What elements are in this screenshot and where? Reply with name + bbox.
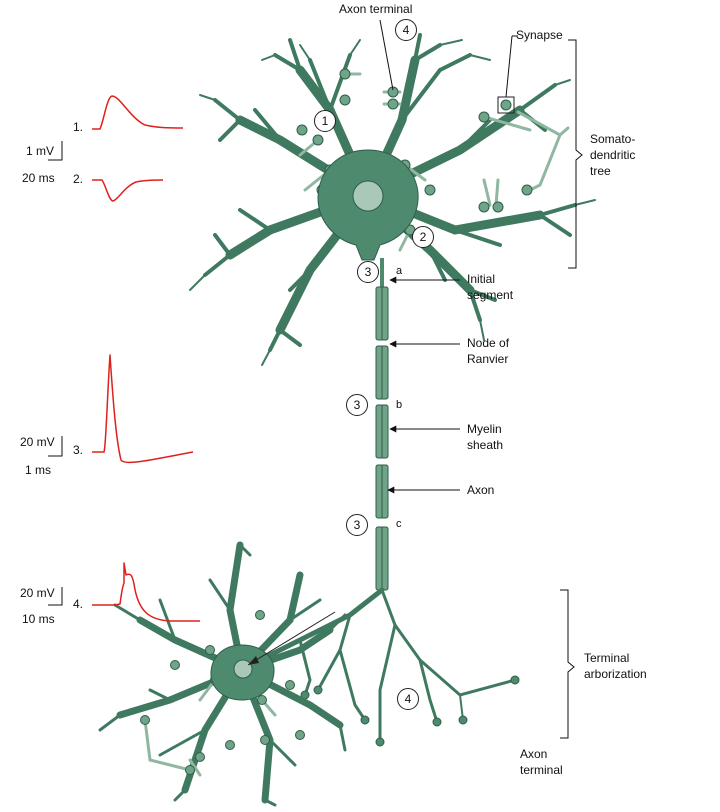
scale-label-20mv-term: 20 mV [20, 586, 55, 600]
marker-3c: 3 [346, 514, 368, 536]
scale-label-20ms: 20 ms [22, 171, 55, 185]
label-terminal-arborization-line-1: Terminal [584, 651, 630, 665]
trace-index-2: 2. [73, 172, 84, 186]
label-axon-terminal-bottom-line-2: terminal [520, 763, 563, 777]
marker-3b: 3 [346, 394, 368, 416]
scale-label-10ms: 10 ms [22, 612, 55, 626]
site-letter-c: c [396, 518, 402, 530]
trace-4-terminal [92, 563, 200, 621]
trace-1-epsp [92, 96, 183, 129]
marker-1: 1 [314, 110, 336, 132]
target-nucleus [234, 660, 252, 678]
marker-3a: 3 [357, 261, 379, 283]
trace-index-4: 4. [73, 597, 84, 611]
scale-label-1ms: 1 ms [25, 463, 52, 477]
label-axon-terminal-top: Axon terminal [339, 2, 413, 16]
leader-axon-terminal-top [380, 20, 393, 90]
bracket-terminal-arborization [560, 590, 574, 738]
trace-3-action-potential [92, 355, 193, 462]
label-synapse: Synapse [516, 28, 563, 42]
trace-2-ipsp [92, 180, 163, 201]
axon [376, 258, 388, 590]
terminal-arborization [260, 590, 515, 740]
label-terminal-arborization-line-2: arborization [584, 667, 647, 681]
site-letter-a: a [396, 265, 403, 277]
label-axon: Axon [467, 483, 495, 497]
marker-4-bottom: 4 [397, 688, 419, 710]
label-somato-dendritic-line-3: tree [590, 164, 611, 178]
label-node-of-ranvier-line-1: Node of [467, 336, 510, 350]
scale-label-1mv: 1 mV [26, 144, 55, 158]
label-myelin-sheath-line-1: Myelin [467, 422, 502, 436]
trace-index-1: 1. [73, 120, 84, 134]
nucleus [353, 181, 383, 211]
initial-segment-stem [380, 258, 384, 288]
scale-label-20mv-ap: 20 mV [20, 435, 55, 449]
traces [92, 96, 200, 621]
label-initial-segment-line-1: Initial [467, 272, 496, 286]
scale-bars [48, 141, 62, 605]
label-myelin-sheath-line-2: sheath [467, 438, 504, 452]
label-somato-dendritic-line-1: Somato- [590, 132, 636, 146]
leader-synapse [506, 36, 512, 97]
label-initial-segment-line-2: segment [467, 288, 514, 302]
site-letter-b: b [396, 399, 403, 411]
trace-index-3: 3. [73, 443, 84, 457]
label-node-of-ranvier-line-2: Ranvier [467, 352, 509, 366]
marker-4-top: 4 [395, 19, 417, 41]
label-axon-terminal-bottom-line-1: Axon [520, 747, 548, 761]
marker-2: 2 [412, 226, 434, 248]
label-somato-dendritic-line-2: dendritic [590, 148, 636, 162]
